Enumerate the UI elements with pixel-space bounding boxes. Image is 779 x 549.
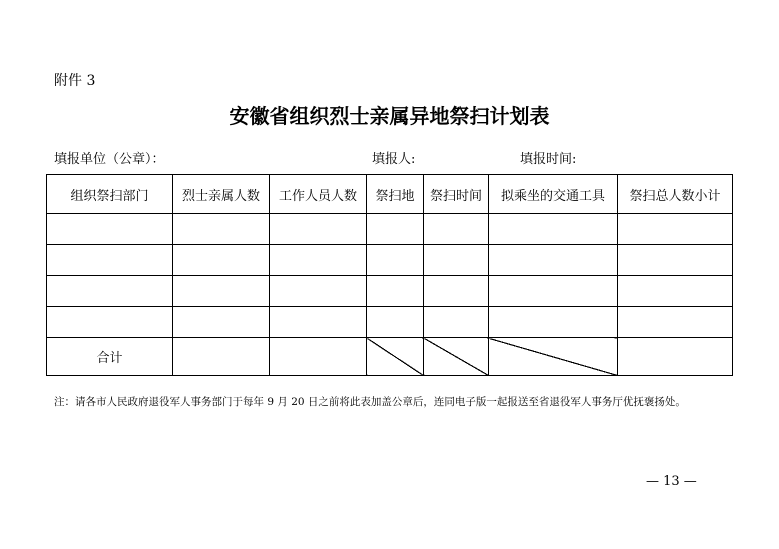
plan-table [46, 174, 733, 376]
fill-time-label: 填报时间: [520, 152, 577, 167]
table-cell[interactable] [47, 307, 173, 338]
table-cell[interactable] [424, 245, 489, 276]
table-cell[interactable] [424, 214, 489, 245]
table-cell[interactable] [47, 276, 173, 307]
fill-person-label: 填报人: [372, 152, 416, 167]
page-title: 安徽省组织烈士亲属异地祭扫计划表 [229, 104, 550, 128]
header-transport: 拟乘坐的交通工具 [489, 175, 618, 214]
table-cell[interactable] [489, 214, 618, 245]
table-header-row [47, 175, 733, 214]
total-row [47, 338, 733, 376]
table-row [47, 245, 733, 276]
header-location: 祭扫地 [367, 175, 424, 214]
table-cell[interactable] [367, 307, 424, 338]
header-total-people: 祭扫总人数小计 [618, 175, 733, 214]
table-cell[interactable] [489, 276, 618, 307]
table-cell[interactable] [270, 307, 367, 338]
total-staff-cell[interactable] [270, 338, 367, 376]
table-cell[interactable] [47, 214, 173, 245]
fill-unit-label: 填报单位（公章）： [54, 152, 165, 167]
table-cell[interactable] [270, 276, 367, 307]
diagonal-cell-location [367, 338, 424, 376]
table-cell[interactable] [424, 276, 489, 307]
footnote: 注：请各市人民政府退役军人事务部门于每年 9 月 20 日之前将此表加盖公章后，连同电子版一起报送至省退役军人事务厅优抚褒扬处。 [54, 396, 686, 408]
table-cell[interactable] [173, 214, 270, 245]
table-row [47, 214, 733, 245]
attachment-label: 附件 3 [54, 73, 96, 89]
table-cell[interactable] [618, 214, 733, 245]
total-label: 合计 [47, 338, 173, 376]
table-cell[interactable] [47, 245, 173, 276]
table-cell[interactable] [270, 214, 367, 245]
header-relatives-count: 烈士亲属人数 [173, 175, 270, 214]
table-cell[interactable] [618, 245, 733, 276]
diagonal-cell-transport [489, 338, 618, 376]
table-cell[interactable] [367, 214, 424, 245]
table-cell[interactable] [173, 307, 270, 338]
total-people-cell[interactable] [618, 338, 733, 376]
table-cell[interactable] [270, 245, 367, 276]
table-cell[interactable] [489, 245, 618, 276]
header-department: 组织祭扫部门 [47, 175, 173, 214]
table-cell[interactable] [618, 307, 733, 338]
table-row [47, 276, 733, 307]
table-row [47, 307, 733, 338]
table-cell[interactable] [173, 276, 270, 307]
table-cell[interactable] [367, 276, 424, 307]
diagonal-cell-time [424, 338, 489, 376]
total-relatives-cell[interactable] [173, 338, 270, 376]
table-cell[interactable] [489, 307, 618, 338]
header-time: 祭扫时间 [424, 175, 489, 214]
table-cell[interactable] [173, 245, 270, 276]
table-cell[interactable] [367, 245, 424, 276]
table-cell[interactable] [618, 276, 733, 307]
table-cell[interactable] [424, 307, 489, 338]
header-staff-count: 工作人员人数 [270, 175, 367, 214]
page-number: — 13 — [646, 474, 697, 489]
